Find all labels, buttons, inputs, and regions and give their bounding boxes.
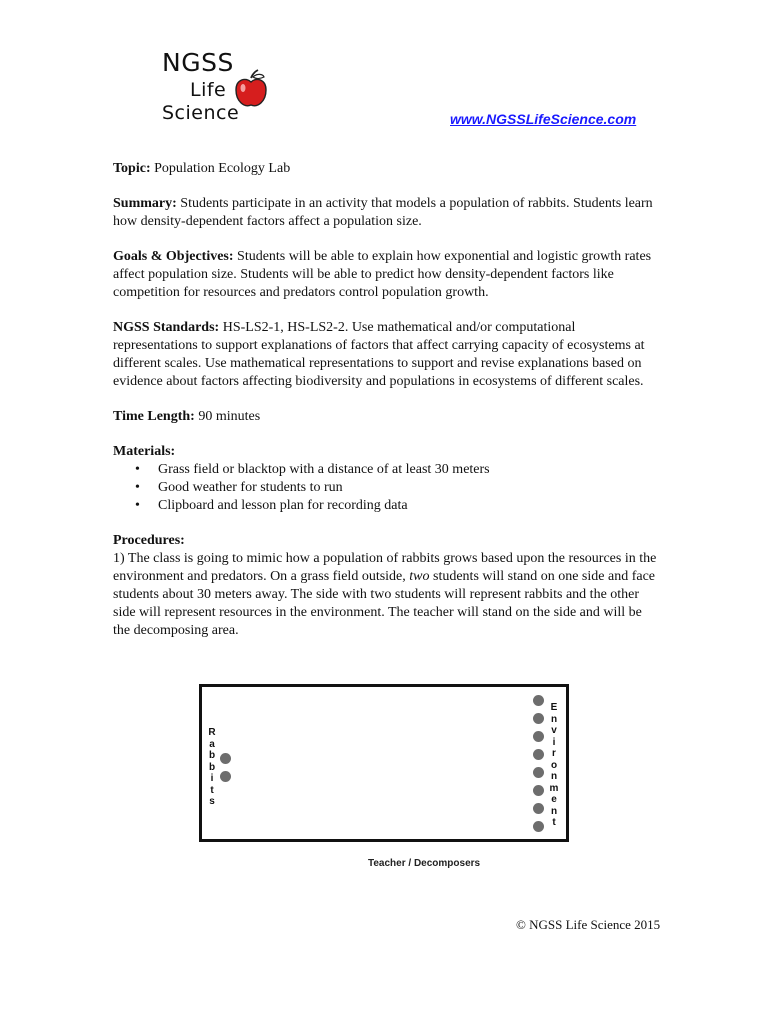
- environment-letter: r: [552, 748, 556, 759]
- summary-paragraph: [113, 195, 661, 231]
- field-diagram: [199, 684, 569, 842]
- procedure-emphasis: two: [409, 569, 430, 584]
- environment-letter: n: [550, 713, 558, 725]
- environment-letter: E: [550, 702, 558, 713]
- ngss-logo: [160, 48, 270, 133]
- summary-label: Summary:: [113, 196, 177, 211]
- procedure-step-1: [113, 550, 661, 640]
- environment-letter: v: [551, 725, 557, 736]
- logo-text-ngss: NGSS: [162, 48, 234, 77]
- bullet-icon: •: [135, 498, 140, 513]
- rabbits-letter: R: [208, 727, 216, 738]
- resource-student-dot: [533, 803, 544, 814]
- materials-item-text: Good weather for students to run: [158, 480, 343, 495]
- resource-student-dot: [533, 785, 544, 796]
- environment-letter: o: [550, 759, 558, 771]
- diagram-caption: Teacher / Decomposers: [368, 858, 481, 869]
- rabbits-letter: a: [209, 738, 215, 750]
- list-item: [113, 479, 661, 497]
- time-length-text: 90 minutes: [194, 409, 261, 424]
- time-length-paragraph: [113, 408, 661, 426]
- rabbit-student-dot: [220, 771, 231, 782]
- resource-student-dot: [533, 713, 544, 724]
- resource-student-dot: [533, 749, 544, 760]
- materials-list: [113, 461, 661, 515]
- environment-letter: m: [549, 782, 559, 794]
- rabbits-vertical-label: [207, 727, 217, 808]
- goals-paragraph: [113, 248, 661, 302]
- environment-letter: i: [552, 736, 556, 748]
- materials-item-text: Clipboard and lesson plan for recording data: [158, 498, 408, 513]
- topic-label: Topic:: [113, 161, 151, 176]
- procedure-text: students will stand on one side and face students about 30 meters away. The side with two students will represent rabbits and the other side will represent resources in the environment. The teacher will stand on the side and will be the decomposing area.: [113, 569, 656, 638]
- rabbits-letter: t: [210, 784, 214, 796]
- environment-letter: t: [552, 817, 556, 828]
- resource-student-dot: [533, 767, 544, 778]
- logo-text-life: Life: [190, 79, 227, 101]
- time-length-label: Time Length:: [113, 409, 195, 424]
- materials-item-text: Grass field or blacktop with a distance of at least 30 meters: [158, 462, 490, 477]
- bullet-icon: •: [135, 462, 140, 477]
- rabbits-letter: s: [209, 796, 215, 807]
- topic-paragraph: [113, 160, 661, 178]
- resource-student-dot: [533, 695, 544, 706]
- materials-section: [113, 443, 661, 515]
- environment-letter: e: [551, 794, 557, 805]
- standards-label: NGSS Standards:: [113, 320, 220, 335]
- resource-student-dot: [533, 731, 544, 742]
- environment-vertical-label: [549, 702, 559, 829]
- rabbits-letter: b: [208, 750, 216, 761]
- bullet-icon: •: [135, 480, 140, 495]
- apple-icon: [234, 69, 268, 109]
- standards-text: HS-LS2-1, HS-LS2-2. Use mathematical and/or computational representations to support explanations of factors that affect carrying capacity of ecosystems at different scales. Use mathematical representations to support and revise explanations based on evidence about factors affecting biodiversity and populations in ecosystems of different scales.: [113, 320, 645, 389]
- lesson-content: [113, 160, 661, 657]
- rabbits-letter: b: [208, 761, 216, 773]
- list-item: [113, 461, 661, 479]
- goals-label: Goals & Objectives:: [113, 249, 234, 264]
- procedure-text: 1) The class is going to mimic how a population of rabbits grows based upon the resources in the environment and predators. On a grass field outside,: [113, 551, 657, 584]
- goals-text: Students will be able to explain how exponential and logistic growth rates affect population size. Students will be able to predict how density-dependent factors like competition for resources and predators control population growth.: [113, 249, 652, 300]
- environment-letter: n: [550, 805, 558, 817]
- materials-label: Materials:: [113, 444, 176, 459]
- logo-text-science: Science: [162, 102, 240, 124]
- procedures-label: Procedures:: [113, 533, 185, 548]
- topic-text: Population Ecology Lab: [150, 161, 291, 176]
- website-link[interactable]: www.NGSSLifeScience.com: [450, 111, 637, 127]
- summary-text: Students participate in an activity that models a population of rabbits. Students learn how density-dependent factors affect a population size.: [113, 196, 653, 229]
- copyright-footer: © NGSS Life Science 2015: [516, 917, 661, 932]
- rabbit-student-dot: [220, 753, 231, 764]
- list-item: [113, 497, 661, 515]
- resource-student-dot: [533, 821, 544, 832]
- procedures-section: [113, 532, 661, 640]
- rabbits-letter: i: [210, 773, 214, 784]
- standards-paragraph: [113, 319, 661, 391]
- environment-letter: n: [550, 771, 558, 782]
